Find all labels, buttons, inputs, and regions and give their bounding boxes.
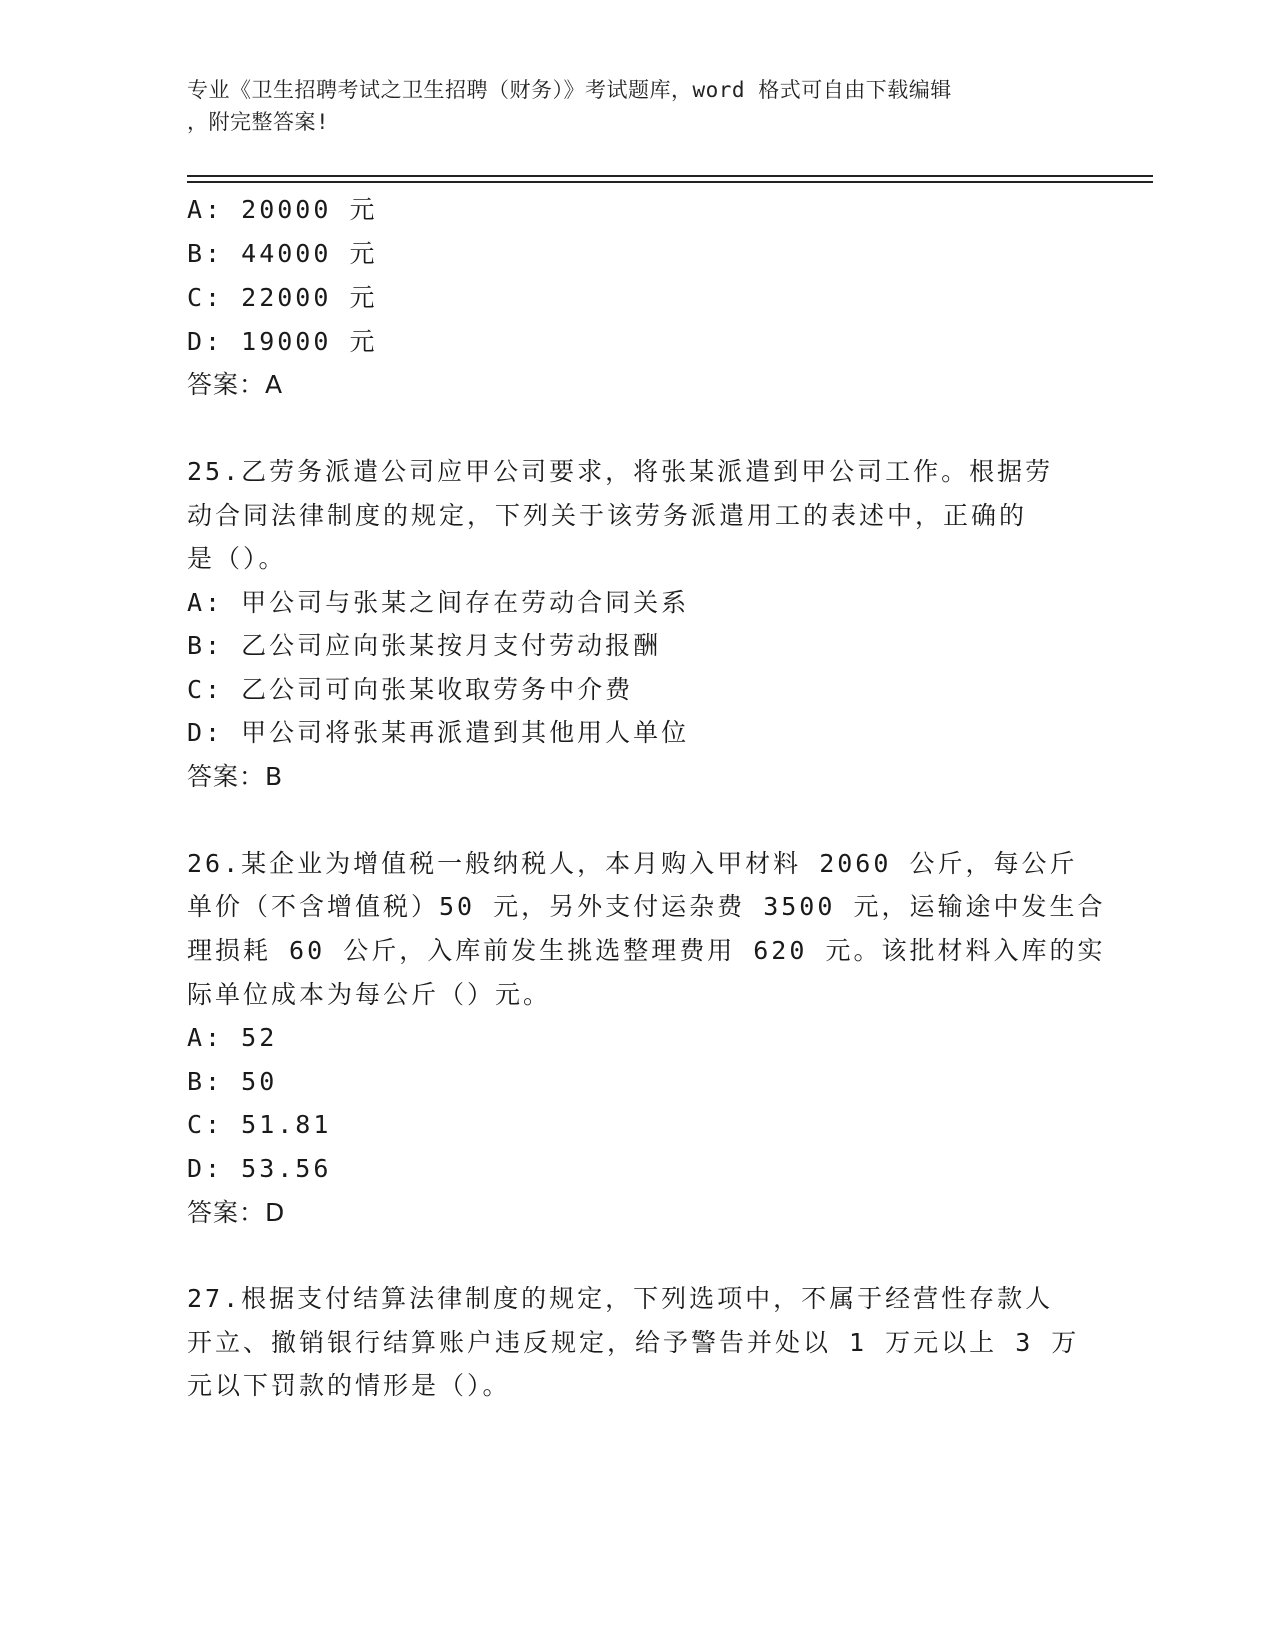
q25-option-b: B: 乙公司应向张某按月支付劳动报酬 — [187, 631, 662, 660]
q25-stem-line-1: 25.乙劳务派遣公司应甲公司要求，将张某派遣到甲公司工作。根据劳 — [187, 457, 1054, 486]
q24-option-b: B: 44000 元 — [187, 239, 378, 268]
header-line-2: ，附完整答案! — [187, 110, 330, 134]
q25-option-a: A: 甲公司与张某之间存在劳动合同关系 — [187, 588, 690, 617]
q26-option-b: B: 50 — [187, 1067, 278, 1096]
q25-option-d: D: 甲公司将张某再派遣到其他用人单位 — [187, 718, 690, 747]
q27-stem-line-3: 元以下罚款的情形是（）。 — [187, 1371, 511, 1400]
q24-option-d: D: 19000 元 — [187, 327, 378, 356]
q24-answer: 答案：A — [187, 370, 284, 399]
q26-stem-line-3: 理损耗 60 公斤，入库前发生挑选整理费用 620 元。该批材料入库的实 — [187, 936, 1106, 965]
q26-stem-line-4: 际单位成本为每公斤（）元。 — [187, 980, 552, 1009]
q26-stem-line-1: 26.某企业为增值税一般纳税人，本月购入甲材料 2060 公斤，每公斤 — [187, 849, 1078, 878]
q27-stem-line-1: 27.根据支付结算法律制度的规定，下列选项中，不属于经营性存款人 — [187, 1284, 1054, 1313]
q25-answer: 答案：B — [187, 762, 284, 791]
header-line-1: 专业《卫生招聘考试之卫生招聘（财务）》考试题库，word 格式可自由下载编辑 — [187, 78, 952, 102]
q24-option-a: A: 20000 元 — [187, 195, 378, 224]
q26-option-c: C: 51.81 — [187, 1110, 332, 1139]
q26-answer: 答案：D — [187, 1198, 286, 1227]
q26-option-a: A: 52 — [187, 1023, 278, 1052]
header-divider-bottom — [187, 181, 1153, 183]
q26-option-d: D: 53.56 — [187, 1154, 332, 1183]
q25-option-c: C: 乙公司可向张某收取劳务中介费 — [187, 675, 634, 704]
q27-stem-line-2: 开立、撤销银行结算账户违反规定，给予警告并处以 1 万元以上 3 万 — [187, 1328, 1080, 1357]
header-divider-top — [187, 175, 1153, 177]
document-header — [187, 74, 1067, 138]
q25-stem-line-3: 是（）。 — [187, 544, 287, 573]
q26-stem-line-2: 单价（不含增值税）50 元，另外支付运杂费 3500 元，运输途中发生合 — [187, 892, 1106, 921]
q25-stem-line-2: 动合同法律制度的规定，下列关于该劳务派遣用工的表述中，正确的 — [187, 501, 1028, 530]
q24-option-c: C: 22000 元 — [187, 283, 378, 312]
